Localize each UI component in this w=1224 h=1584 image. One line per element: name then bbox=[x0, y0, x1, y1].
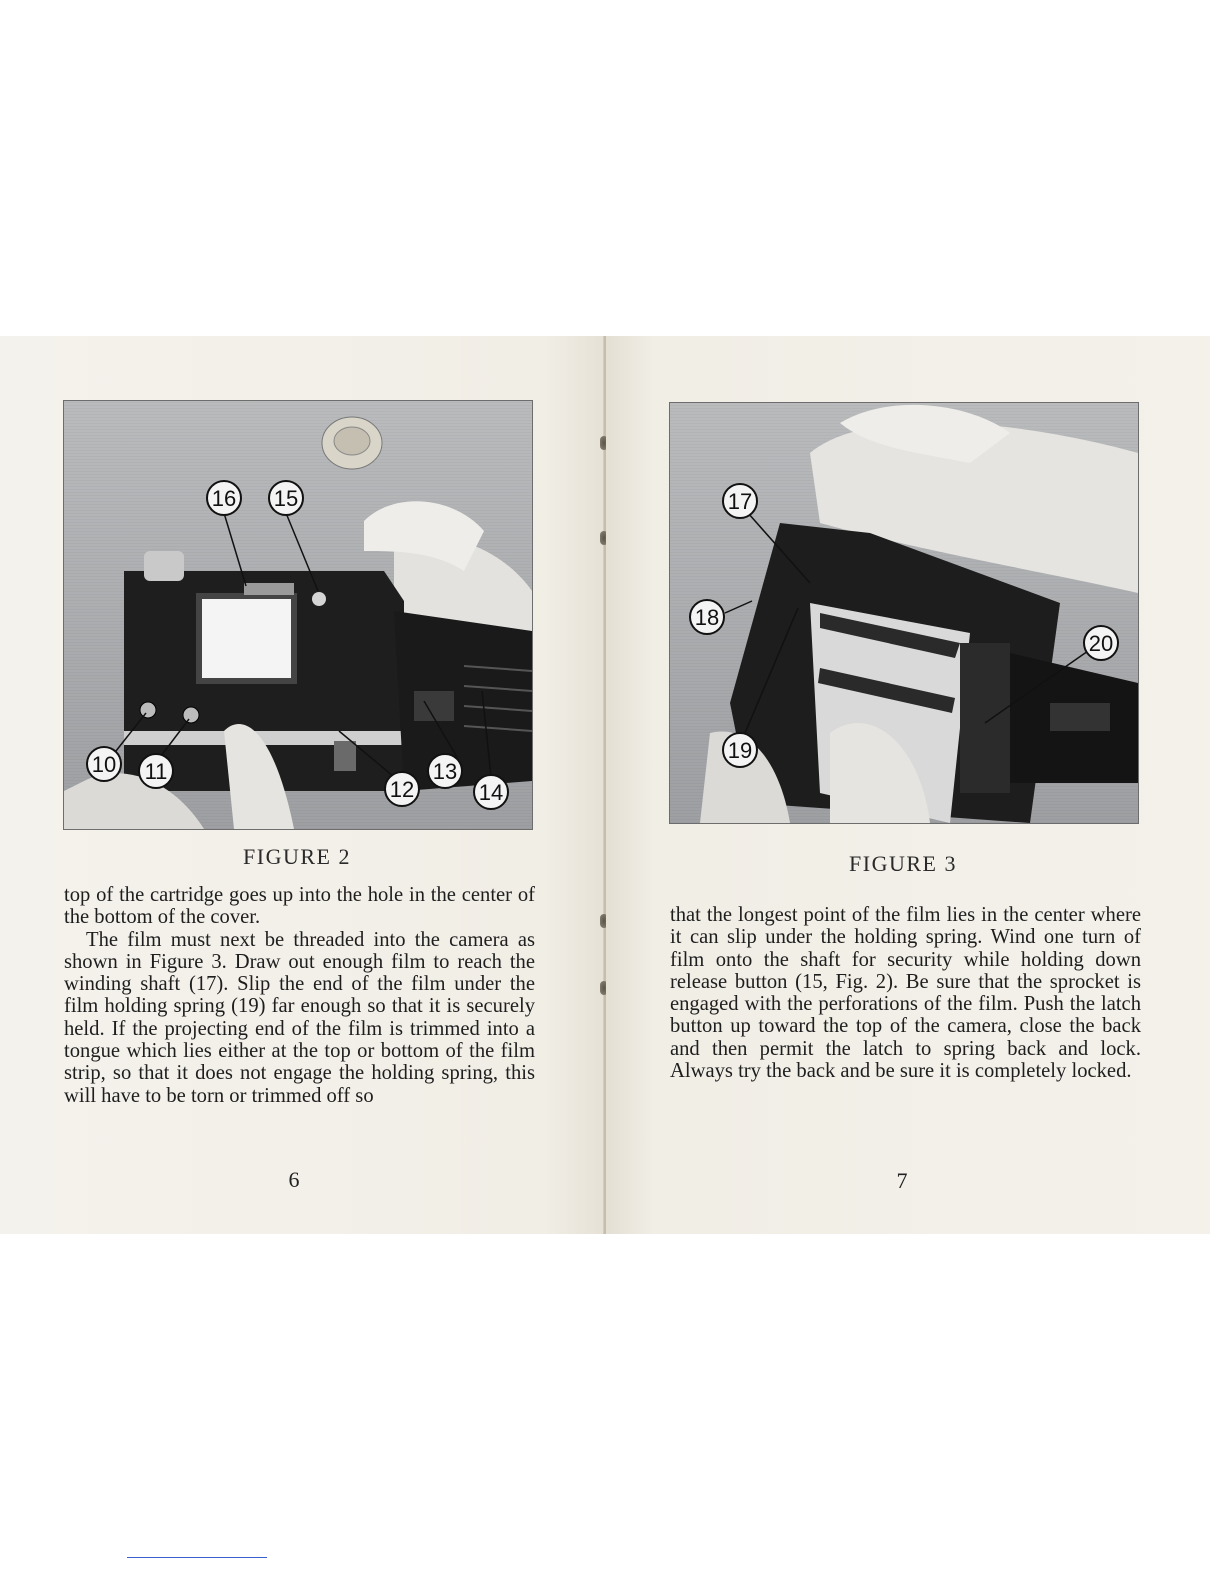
figure-3-caption: FIGURE 3 bbox=[849, 851, 957, 876]
callout-20 bbox=[1084, 626, 1118, 660]
svg-text:14: 14 bbox=[478, 780, 504, 805]
callout-14 bbox=[474, 775, 508, 809]
callout-12 bbox=[385, 772, 419, 806]
right-page bbox=[606, 336, 1210, 1234]
left-page bbox=[0, 336, 604, 1234]
svg-text:12: 12 bbox=[389, 777, 415, 802]
svg-text:17: 17 bbox=[727, 489, 753, 514]
callout-18 bbox=[690, 600, 724, 634]
left-paragraph-2: The film must next be threaded into the camera as shown in Figure 3. Draw out enough film to reach the winding shaft (17). Slip the end of the film under the film holding spring (19) far enough so that it is securely held. If the projecting end of the film is trimmed into a tongue which lies either at the top or bottom of the film strip, so that it does not engage the holding spring, this will have to be torn or trimmed off so bbox=[64, 928, 535, 1107]
svg-text:20: 20 bbox=[1088, 631, 1114, 656]
figure-3-illustration bbox=[670, 403, 1138, 823]
bottom-rule bbox=[127, 1557, 267, 1558]
svg-text:18: 18 bbox=[694, 605, 720, 630]
left-paragraph-1: top of the cartridge goes up into the hole in the center of the bottom of the cover. bbox=[64, 884, 535, 929]
page-number-6: 6 bbox=[288, 1167, 300, 1192]
callout-15 bbox=[269, 481, 303, 515]
right-page-body bbox=[670, 904, 1141, 1082]
callout-16 bbox=[207, 481, 241, 515]
page-number-7: 7 bbox=[896, 1168, 908, 1193]
callout-11 bbox=[139, 754, 173, 788]
svg-text:11: 11 bbox=[144, 759, 168, 784]
callout-19 bbox=[723, 733, 757, 767]
svg-text:16: 16 bbox=[211, 486, 237, 511]
callout-10 bbox=[87, 747, 121, 781]
svg-text:19: 19 bbox=[727, 738, 753, 763]
booklet-spread bbox=[0, 336, 1224, 1236]
figure-3-photo bbox=[669, 402, 1139, 824]
svg-text:13: 13 bbox=[432, 759, 458, 784]
figure-2-caption: FIGURE 2 bbox=[243, 844, 351, 869]
callout-13 bbox=[428, 754, 462, 788]
svg-text:15: 15 bbox=[273, 486, 299, 511]
right-paragraph-1: that the longest point of the film lies in the center where it can slip under the holding spring. Wind one turn of film onto the shaft for security while holding down release button (15, Fig. 2). Be sure that the sprocket is engaged with the perforations of the film. Push the latch button up toward the top of the camera, close the back and then permit the latch to spring back and lock. Always try the back and be sure it is completely locked. bbox=[670, 904, 1141, 1083]
svg-text:10: 10 bbox=[91, 752, 117, 777]
callout-17 bbox=[723, 484, 757, 518]
left-page-body bbox=[64, 884, 535, 1107]
figure-2-illustration bbox=[64, 401, 532, 829]
figure-2-photo bbox=[63, 400, 533, 830]
